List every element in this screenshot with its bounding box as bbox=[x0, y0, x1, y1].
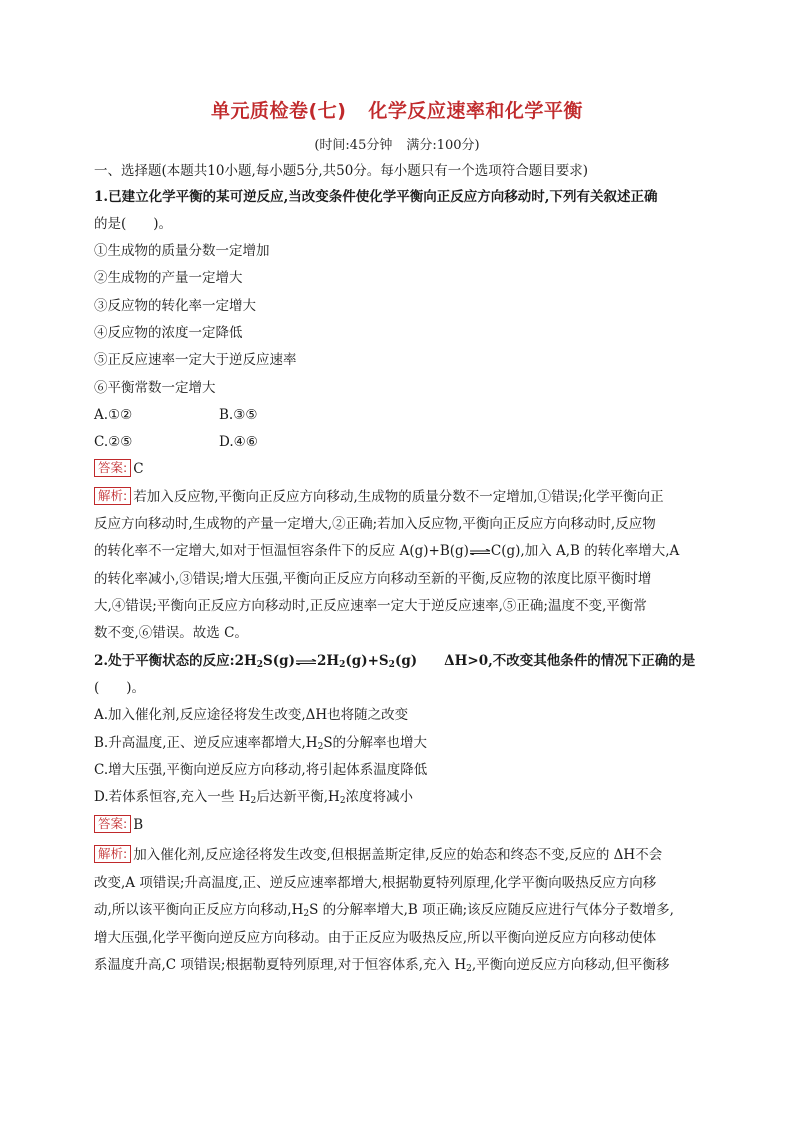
subscript: 2 bbox=[466, 964, 472, 974]
q1-item-5: ⑤正反应速率一定大于逆反应速率 bbox=[94, 352, 297, 368]
q2-answer bbox=[94, 815, 706, 835]
q1-analysis-line4: 的转化率减小,③错误;增大压强,平衡向正反应方向移动至新的平衡,反应物的浓度比原平衡时增 bbox=[94, 571, 652, 587]
q1-answer-value: C bbox=[133, 461, 144, 477]
q2-option-b bbox=[94, 733, 706, 753]
time-limit: (时间:45分钟 bbox=[314, 138, 393, 153]
q2-stem-text: S(g) bbox=[263, 653, 295, 669]
equilibrium-arrow-icon bbox=[469, 549, 491, 555]
q2-stem-text: (g)+S bbox=[345, 653, 389, 669]
q1-option-b: B.③⑤ bbox=[219, 407, 258, 423]
q1-analysis-line3 bbox=[94, 541, 706, 561]
q2-analysis-text: S 的分解率增大,B 项正确;该反应随反应进行气体分子数增多, bbox=[309, 902, 674, 918]
q2-option-text: B.升高温度,正、逆反应速率都增大,H bbox=[94, 735, 318, 751]
q2-stem-line1 bbox=[94, 651, 706, 671]
q1-option-a: A.①② bbox=[94, 407, 133, 423]
subscript: 2 bbox=[339, 660, 346, 670]
subscript: 2 bbox=[388, 660, 395, 670]
q2-analysis-line5 bbox=[94, 955, 706, 975]
answer-tag: 答案: bbox=[94, 815, 131, 833]
subscript: 2 bbox=[339, 796, 346, 806]
subscript: 2 bbox=[256, 660, 263, 670]
q2-analysis-text: ,平衡向逆反应方向移动,但平衡移 bbox=[471, 957, 670, 973]
equilibrium-arrow-icon bbox=[295, 659, 317, 665]
q2-analysis-line4: 增大压强,化学平衡向逆反应方向移动。由于正反应为吸热反应,所以平衡向逆反应方向移动使体 bbox=[94, 930, 657, 946]
subscript: 2 bbox=[303, 909, 310, 919]
q1-item-3: ③反应物的转化率一定增大 bbox=[94, 298, 256, 314]
q1-item-2: ②生成物的产量一定增大 bbox=[94, 270, 243, 286]
q2-analysis-line3 bbox=[94, 900, 706, 920]
q2-answer-value: B bbox=[133, 817, 144, 833]
q1-option-d: D.④⑥ bbox=[219, 434, 258, 450]
q2-option-d bbox=[94, 787, 706, 807]
q1-item-6: ⑥平衡常数一定增大 bbox=[94, 380, 216, 396]
q1-analysis-text: 若加入反应物,平衡向正反应方向移动,生成物的质量分数不一定增加,①错误;化学平衡向正 bbox=[133, 489, 664, 505]
q1-analysis-line5: 大,④错误;平衡向正反应方向移动时,正反应速率一定大于逆反应速率,⑤正确;温度不变,平衡常 bbox=[94, 598, 647, 614]
q1-stem-line2: 的是( )。 bbox=[94, 216, 173, 232]
q1-answer bbox=[94, 459, 706, 479]
q1-analysis-line6: 数不变,⑥错误。故选 C。 bbox=[94, 625, 248, 641]
q2-analysis-text: 动,所以该平衡向正反应方向移动,H bbox=[94, 902, 304, 918]
q2-stem-line2: ( )。 bbox=[94, 680, 146, 696]
q1-item-4: ④反应物的浓度一定降低 bbox=[94, 325, 243, 341]
q2-stem-text: 2H bbox=[316, 653, 340, 669]
section-heading: 一、选择题(本题共10小题,每小题5分,共50分。每小题只有一个选项符合题目要求) bbox=[94, 163, 589, 179]
q1-option-c: C.②⑤ bbox=[94, 434, 133, 450]
analysis-tag: 解析: bbox=[94, 487, 131, 505]
q2-option-c: C.增大压强,平衡向逆反应方向移动,将引起体系温度降低 bbox=[94, 762, 428, 778]
answer-tag: 答案: bbox=[94, 459, 131, 477]
page-title bbox=[0, 96, 794, 123]
title-unit: 单元质检卷(七) bbox=[211, 100, 347, 122]
subscript: 2 bbox=[317, 742, 324, 752]
q2-analysis-text: 加入催化剂,反应途径将发生改变,但根据盖斯定律,反应的始态和终态不变,反应的 ΔH不会 bbox=[133, 847, 663, 863]
q2-stem-text: 2.处于平衡状态的反应:2H bbox=[94, 653, 257, 669]
q2-option-text: 后达新平衡,H bbox=[256, 789, 340, 805]
q1-analysis-text: 的转化率不一定增大,如对于恒温恒容条件下的反应 A(g)+B(g) bbox=[94, 543, 469, 559]
q2-analysis-line2: 改变,A 项错误;升高温度,正、逆反应速率都增大,根据勒夏特列原理,化学平衡向吸热反应方向移 bbox=[94, 875, 657, 891]
subscript: 2 bbox=[250, 796, 257, 806]
q2-option-a: A.加入催化剂,反应途径将发生改变,ΔH也将随之改变 bbox=[94, 707, 409, 723]
q1-item-1: ①生成物的质量分数一定增加 bbox=[94, 243, 270, 259]
q1-analysis-line2: 反应方向移动时,生成物的产量一定增大,②正确;若加入反应物,平衡向正反应方向移动时,反应物 bbox=[94, 516, 656, 532]
q1-analysis-text: C(g),加入 A,B 的转化率增大,A bbox=[490, 543, 680, 559]
q2-option-text: 浓度将减小 bbox=[345, 789, 414, 805]
q2-option-text: S的分解率也增大 bbox=[323, 735, 428, 751]
q2-option-text: D.若体系恒容,充入一些 H bbox=[94, 789, 251, 805]
exam-info bbox=[0, 134, 794, 153]
q1-stem-line1: 1.已建立化学平衡的某可逆反应,当改变条件使化学平衡向正反应方向移动时,下列有关叙述正确 bbox=[94, 189, 658, 205]
q2-analysis-text: 系温度升高,C 项错误;根据勒夏特列原理,对于恒容体系,充入 H bbox=[94, 957, 467, 973]
q2-analysis-line1 bbox=[94, 845, 706, 865]
q2-stem-text: (g) ΔH>0,不改变其他条件的情况下正确的是 bbox=[394, 653, 696, 669]
title-topic: 化学反应速率和化学平衡 bbox=[368, 100, 583, 122]
q1-analysis-line1 bbox=[94, 487, 706, 507]
analysis-tag: 解析: bbox=[94, 845, 131, 863]
full-score: 满分:100分) bbox=[406, 138, 480, 153]
